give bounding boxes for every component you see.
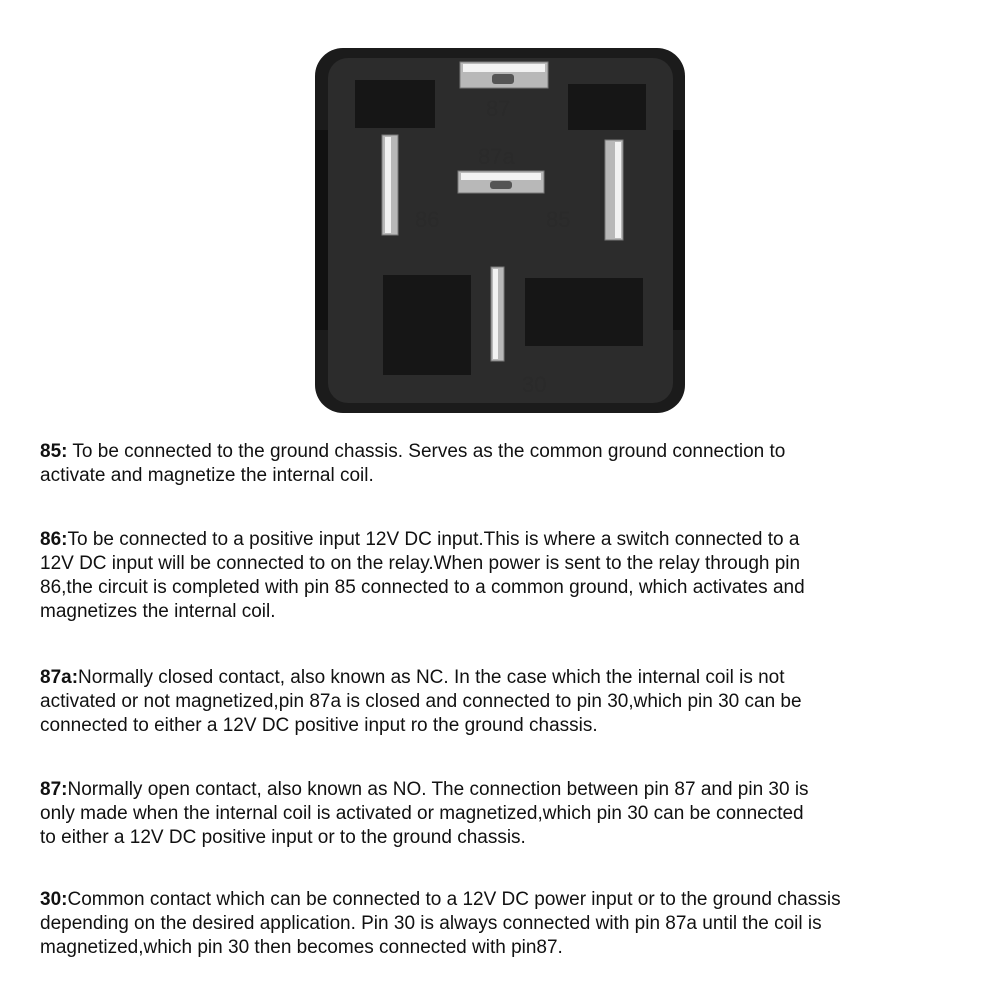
recess-top-left — [355, 80, 435, 128]
description-line: magnetizes the internal coil. — [40, 601, 276, 622]
description-pin-85 — [40, 440, 940, 488]
label-86: 86 — [415, 207, 440, 232]
terminal-87a — [458, 171, 544, 193]
description-pin-30 — [40, 888, 940, 960]
label-30: 30 — [522, 372, 547, 397]
pin-id-87a: 87a: — [40, 667, 79, 688]
description-line: activated or not magnetized,pin 87a is closed and connected to pin 30,which pin 30 can be — [40, 691, 802, 712]
description-line: depending on the desired application. Pin 30 is always connected with pin 87a until the coil is — [40, 913, 822, 934]
description-text: Normally closed contact, also known as NC. In the case which the internal coil is not — [78, 667, 785, 688]
description-line — [40, 666, 940, 690]
description-line: 86,the circuit is completed with pin 85 connected to a common ground, which activates and — [40, 577, 805, 598]
description-line — [40, 440, 940, 464]
description-line: activate and magnetize the internal coil. — [40, 465, 374, 486]
relay-right-ridge — [671, 130, 685, 330]
terminal-85 — [605, 140, 623, 240]
description-line — [40, 528, 940, 552]
description-pin-87 — [40, 778, 940, 850]
terminal-30 — [491, 267, 504, 361]
description-text: To be connected to a positive input 12V DC input.This is where a switch connected to a — [67, 529, 800, 550]
terminal-86 — [382, 135, 398, 235]
description-line — [40, 888, 940, 912]
description-text: To be connected to the ground chassis. Serves as the common ground connection to — [72, 441, 786, 462]
relay-left-ridge — [315, 130, 329, 330]
description-line: only made when the internal coil is activated or magnetized,which pin 30 can be connected — [40, 803, 804, 824]
pin-id-86: 86: — [40, 529, 68, 550]
description-pin-86 — [40, 528, 940, 624]
label-87a: 87a — [478, 144, 515, 169]
pin-id-87: 87: — [40, 779, 68, 800]
description-text: Normally open contact, also known as NO. The connection between pin 87 and pin 30 is — [67, 779, 809, 800]
recess-top-right — [568, 84, 646, 130]
relay-illustration — [300, 40, 700, 425]
description-line: connected to either a 12V DC positive input ro the ground chassis. — [40, 715, 598, 736]
label-85: 85 — [546, 207, 571, 232]
recess-bottom-right — [525, 278, 643, 346]
description-pin-87a — [40, 666, 940, 738]
description-line — [40, 778, 940, 802]
recess-bottom-left — [383, 275, 471, 375]
pin-id-85: 85: — [40, 441, 68, 462]
description-line: 12V DC input will be connected to on the relay.When power is sent to the relay through pin — [40, 553, 801, 574]
description-line: magnetized,which pin 30 then becomes connected with pin87. — [40, 937, 563, 958]
description-text: Common contact which can be connected to a 12V DC power input or to the ground chassis — [67, 889, 841, 910]
pin-id-30: 30: — [40, 889, 68, 910]
terminal-87 — [460, 62, 548, 88]
label-87: 87 — [486, 96, 511, 121]
description-line: to either a 12V DC positive input or to the ground chassis. — [40, 827, 526, 848]
